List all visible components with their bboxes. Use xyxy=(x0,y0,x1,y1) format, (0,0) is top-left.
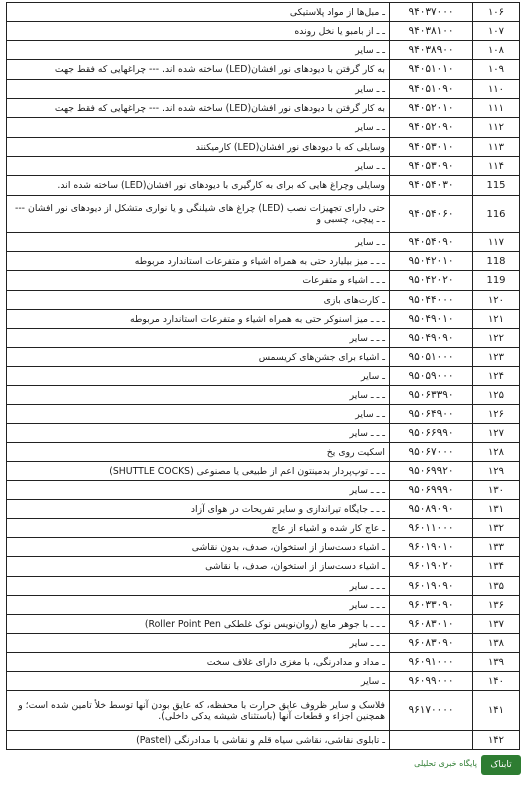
goods-description xyxy=(7,60,390,80)
tariff-code: ۹۵۰۴۴۰۰۰ xyxy=(390,291,473,310)
tariff-code: ۹۵۰۶۹۹۲۰ xyxy=(390,462,473,481)
row-number: ۱۳۶ xyxy=(473,596,520,615)
tariff-code: ۹۵۰۶۷۰۰۰ xyxy=(390,443,473,462)
goods-description xyxy=(7,252,390,271)
table-row xyxy=(7,443,520,462)
row-number: ۱۲۵ xyxy=(473,386,520,405)
description-line: ـ ـ سایر xyxy=(355,408,385,420)
table-row xyxy=(7,519,520,538)
row-number: 119 xyxy=(473,271,520,291)
goods-description xyxy=(7,596,390,615)
table-row xyxy=(7,653,520,672)
tariff-code: ۹۵۰۶۳۳۹۰ xyxy=(390,386,473,405)
goods-description xyxy=(7,672,390,691)
tariff-code: ۹۵۰۸۹۰۹۰ xyxy=(390,500,473,519)
table-row xyxy=(7,596,520,615)
table-row xyxy=(7,41,520,60)
description-line: وسایلی وچراغ هایی که برای به کارگیری با دیودهای نور افشان(LED) ساخته شده اند. xyxy=(57,180,385,191)
tariff-code: ۹۶۱۷۰۰۰۰ xyxy=(390,691,473,731)
goods-description xyxy=(7,329,390,348)
goods-description xyxy=(7,538,390,557)
goods-description xyxy=(7,691,390,731)
tariff-table-page xyxy=(6,2,520,750)
row-number: ۱۳۸ xyxy=(473,634,520,653)
description-line: ـ ـ ـ سایر xyxy=(349,637,385,649)
table-row xyxy=(7,3,520,22)
table-row xyxy=(7,691,520,731)
table-row xyxy=(7,672,520,691)
row-number: ۱۳۳ xyxy=(473,538,520,557)
row-number: ۱۰۹ xyxy=(473,60,520,80)
tariff-code: ۹۴۰۵۴۰۳۰ xyxy=(390,176,473,196)
row-number: ۱۱۲ xyxy=(473,118,520,138)
table-row xyxy=(7,634,520,653)
goods-description xyxy=(7,233,390,252)
description-line: ـ ـ از بامبو یا نخل رونده xyxy=(294,25,385,37)
description-line: ـ ـ ـ توپ‌پردار بدمینتون اعم از طبیعی یا مصنوعی (SHUTTLE COCKS) xyxy=(109,465,385,477)
table-row xyxy=(7,157,520,176)
table-row xyxy=(7,60,520,80)
row-number: 116 xyxy=(473,196,520,233)
tariff-code: ۹۶۰۸۳۰۹۰ xyxy=(390,634,473,653)
row-number: ۱۳۴ xyxy=(473,557,520,577)
row-number: 118 xyxy=(473,252,520,271)
watermark-caption: پایگاه خبری تحلیلی xyxy=(414,759,477,768)
table-row xyxy=(7,577,520,596)
row-number: ۱۲۱ xyxy=(473,310,520,329)
goods-description xyxy=(7,615,390,634)
description-line: وسایلی که با دیودهای نور افشان(LED) کارمیکنند xyxy=(195,141,385,153)
tariff-code: ۹۴۰۵۴۰۹۰ xyxy=(390,233,473,252)
description-line: ـ ـ ـ میز بیلیارد حتی به همراه اشیاء و متفرعات استاندارد مربوطه xyxy=(134,255,385,267)
goods-description xyxy=(7,99,390,118)
goods-description xyxy=(7,367,390,386)
tariff-code: ۹۵۰۶۴۹۰۰ xyxy=(390,405,473,424)
row-number: 115 xyxy=(473,176,520,196)
row-number: ۱۴۱ xyxy=(473,691,520,731)
goods-description xyxy=(7,519,390,538)
description-line: ـ اشیاء دست‌ساز از استخوان، صدف، با نقاشی xyxy=(205,561,385,572)
row-number: ۱۱۷ xyxy=(473,233,520,252)
goods-description xyxy=(7,291,390,310)
tariff-code: ۹۴۰۵۲۰۱۰ xyxy=(390,99,473,118)
tariff-code: ۹۴۰۳۷۰۰۰ xyxy=(390,3,473,22)
goods-description xyxy=(7,405,390,424)
table-row xyxy=(7,252,520,271)
description-line: ـ کارت‌های بازی xyxy=(323,294,385,306)
table-row xyxy=(7,405,520,424)
description-line: ـ ـ ـ سایر xyxy=(349,389,385,401)
description-line: ـ اشیاء دست‌ساز از استخوان، صدف، بدون نقاشی xyxy=(191,541,385,553)
tariff-code: ۹۵۰۵۱۰۰۰ xyxy=(390,348,473,367)
description-line: ـ ـ سایر xyxy=(355,236,385,248)
row-number: ۱۱۱ xyxy=(473,99,520,118)
row-number: ۱۰۸ xyxy=(473,41,520,60)
row-number: ۱۰۷ xyxy=(473,22,520,41)
tariff-code: ۹۴۰۳۸۹۰۰ xyxy=(390,41,473,60)
tariff-code: ۹۶۰۹۱۰۰۰ xyxy=(390,653,473,672)
row-number: ۱۲۲ xyxy=(473,329,520,348)
row-number: ۱۲۹ xyxy=(473,462,520,481)
goods-description xyxy=(7,41,390,60)
description-line: ـ مبل‌ها از مواد پلاستیکی xyxy=(289,6,385,18)
table-row xyxy=(7,329,520,348)
row-number: ۱۲۳ xyxy=(473,348,520,367)
row-number: ۱۳۰ xyxy=(473,481,520,500)
description-line: ـ ـ ـ سایر xyxy=(349,580,385,592)
table-row xyxy=(7,615,520,634)
table-row xyxy=(7,22,520,41)
table-row xyxy=(7,424,520,443)
goods-description xyxy=(7,196,390,233)
row-number: ۱۳۷ xyxy=(473,615,520,634)
goods-description xyxy=(7,557,390,577)
table-row xyxy=(7,538,520,557)
goods-description xyxy=(7,176,390,196)
table-row xyxy=(7,99,520,118)
watermark-logo: تابناک xyxy=(481,755,521,775)
goods-description xyxy=(7,481,390,500)
tariff-code: ۹۵۰۴۲۰۱۰ xyxy=(390,252,473,271)
description-line: به کار گرفتن با دیودهای نور افشان(LED) ساخته شده اند. --- چراغهایی که فقط جهت xyxy=(54,64,385,75)
tariff-code: ۹۴۰۵۱۰۹۰ xyxy=(390,80,473,99)
row-number: ۱۲۰ xyxy=(473,291,520,310)
table-row xyxy=(7,348,520,367)
table-row xyxy=(7,196,520,233)
tariff-code: ۹۵۰۴۹۰۱۰ xyxy=(390,310,473,329)
goods-description xyxy=(7,118,390,138)
table-row xyxy=(7,138,520,157)
table-row xyxy=(7,271,520,291)
table-row xyxy=(7,310,520,329)
description-line: فلاسک و سایر ظروف عایق حرارت با محفظه، که عایق بودن آنها توسط خلأ تامین شده است؛ و xyxy=(18,699,385,711)
goods-description xyxy=(7,271,390,291)
tariff-code: ۹۴۰۵۳۰۹۰ xyxy=(390,157,473,176)
tariff-code: ۹۶۰۹۹۰۰۰ xyxy=(390,672,473,691)
tariff-code: ۹۴۰۳۸۱۰۰ xyxy=(390,22,473,41)
description-line: ـ ـ ـ میز اسنوکر حتی به همراه اشیاء و متفرعات استاندارد مربوطه xyxy=(129,313,385,325)
table-row xyxy=(7,500,520,519)
description-line: ـ مداد و مدادرنگی، با مغزی دارای غلاف سخت xyxy=(206,656,385,668)
description-line: ـ ـ پیچی، چسبی و xyxy=(316,214,385,225)
description-line: ـ ـ سایر xyxy=(355,160,385,172)
table-row xyxy=(7,176,520,196)
table-row xyxy=(7,367,520,386)
tariff-code: ۹۵۰۴۲۰۲۰ xyxy=(390,271,473,291)
goods-description xyxy=(7,634,390,653)
goods-description xyxy=(7,653,390,672)
tariff-code: ۹۶۰۸۳۰۱۰ xyxy=(390,615,473,634)
tariff-code: ۹۶۰۱۹۰۲۰ xyxy=(390,557,473,577)
tariff-code: ۹۶۰۱۱۰۰۰ xyxy=(390,519,473,538)
goods-description xyxy=(7,80,390,99)
description-line: ـ ـ ـ با جوهر مایع (روان‌نویس نوک غلطکی Roller Point Pen) xyxy=(144,618,385,630)
row-number: ۱۰۶ xyxy=(473,3,520,22)
tariff-code: ۹۴۰۵۴۰۶۰ xyxy=(390,196,473,233)
description-line: به کار گرفتن با دیودهای نور افشان(LED) ساخته شده اند. --- چراغهایی که فقط جهت xyxy=(54,102,385,114)
goods-description xyxy=(7,310,390,329)
goods-description xyxy=(7,443,390,462)
description-line: ـ ـ ـ سایر xyxy=(349,599,385,611)
row-number: ۱۱۰ xyxy=(473,80,520,99)
row-number: ۱۳۵ xyxy=(473,577,520,596)
description-line: ـ ـ ـ جایگاه تیراندازی و سایر تفریحات در هوای آزاد xyxy=(190,503,385,515)
description-line: ـ ـ ـ سایر xyxy=(349,427,385,439)
tariff-code: ۹۵۰۶۶۹۹۰ xyxy=(390,424,473,443)
row-number: ۱۴۰ xyxy=(473,672,520,691)
table-row xyxy=(7,233,520,252)
description-line: ـ ـ ـ سایر xyxy=(349,332,385,344)
goods-description xyxy=(7,424,390,443)
goods-description xyxy=(7,386,390,405)
goods-description xyxy=(7,577,390,596)
tariff-code: ۹۵۰۵۹۰۰۰ xyxy=(390,367,473,386)
description-line: ـ ـ ـ اشیاء و متفرعات xyxy=(302,275,385,286)
table-row xyxy=(7,386,520,405)
tariff-code: ۹۶۰۳۳۰۹۰ xyxy=(390,596,473,615)
row-number: ۱۱۴ xyxy=(473,157,520,176)
description-line: حتی دارای تجهیزات نصب (LED) چراغ های شیلنگی و یا نواری متشکل از دیودهای نور افشان --- xyxy=(14,203,385,214)
table-row xyxy=(7,118,520,138)
tariff-code: ۹۴۰۵۳۰۱۰ xyxy=(390,138,473,157)
tariff-code: ۹۶۰۱۹۰۹۰ xyxy=(390,577,473,596)
description-line: ـ ـ سایر xyxy=(355,122,385,133)
goods-description xyxy=(7,157,390,176)
tariff-table xyxy=(6,2,520,750)
table-row xyxy=(7,481,520,500)
table-row xyxy=(7,291,520,310)
description-line: اسکیت روی یخ xyxy=(326,446,385,458)
tariff-code: ۹۵۰۴۹۰۹۰ xyxy=(390,329,473,348)
row-number: ۱۲۸ xyxy=(473,443,520,462)
goods-description xyxy=(7,731,390,750)
goods-description xyxy=(7,500,390,519)
description-line: ـ ـ سایر xyxy=(355,44,385,56)
tariff-code: ۹۵۰۶۹۹۹۰ xyxy=(390,481,473,500)
row-number: ۱۲۷ xyxy=(473,424,520,443)
row-number: ۱۲۴ xyxy=(473,367,520,386)
site-watermark xyxy=(391,755,521,783)
description-line: ـ سایر xyxy=(360,675,385,687)
description-line: ـ تابلوی نقاشی، نقاشی سیاه قلم و نقاشی با مدادرنگی (Pastel) xyxy=(136,734,385,746)
description-line: ـ عاج کار شده و اشیاء از عاج xyxy=(271,522,385,534)
tariff-code: ۹۴۰۵۱۰۱۰ xyxy=(390,60,473,80)
description-line: ـ سایر xyxy=(360,370,385,382)
row-number: ۱۱۳ xyxy=(473,138,520,157)
tariff-code: ۹۶۰۱۹۰۱۰ xyxy=(390,538,473,557)
tariff-code: ۹۴۰۵۲۰۹۰ xyxy=(390,118,473,138)
description-line: ـ ـ ـ سایر xyxy=(349,484,385,496)
table-row xyxy=(7,462,520,481)
tariff-table-body xyxy=(7,3,520,750)
description-line: ـ ـ سایر xyxy=(355,83,385,95)
goods-description xyxy=(7,348,390,367)
row-number: ۱۳۲ xyxy=(473,519,520,538)
tariff-code xyxy=(390,731,473,750)
goods-description xyxy=(7,22,390,41)
goods-description xyxy=(7,3,390,22)
row-number: ۱۳۹ xyxy=(473,653,520,672)
table-row xyxy=(7,80,520,99)
goods-description xyxy=(7,462,390,481)
row-number: ۱۲۶ xyxy=(473,405,520,424)
table-row xyxy=(7,731,520,750)
table-row xyxy=(7,557,520,577)
goods-description xyxy=(7,138,390,157)
description-line: همچنین اجزاء و قطعات آنها (باستثنای شیشه یدکی داخلی). xyxy=(158,710,385,722)
description-line: ـ اشیاء برای جشن‌های کریسمس xyxy=(258,351,385,363)
row-number: ۱۳۱ xyxy=(473,500,520,519)
row-number: ۱۴۲ xyxy=(473,731,520,750)
